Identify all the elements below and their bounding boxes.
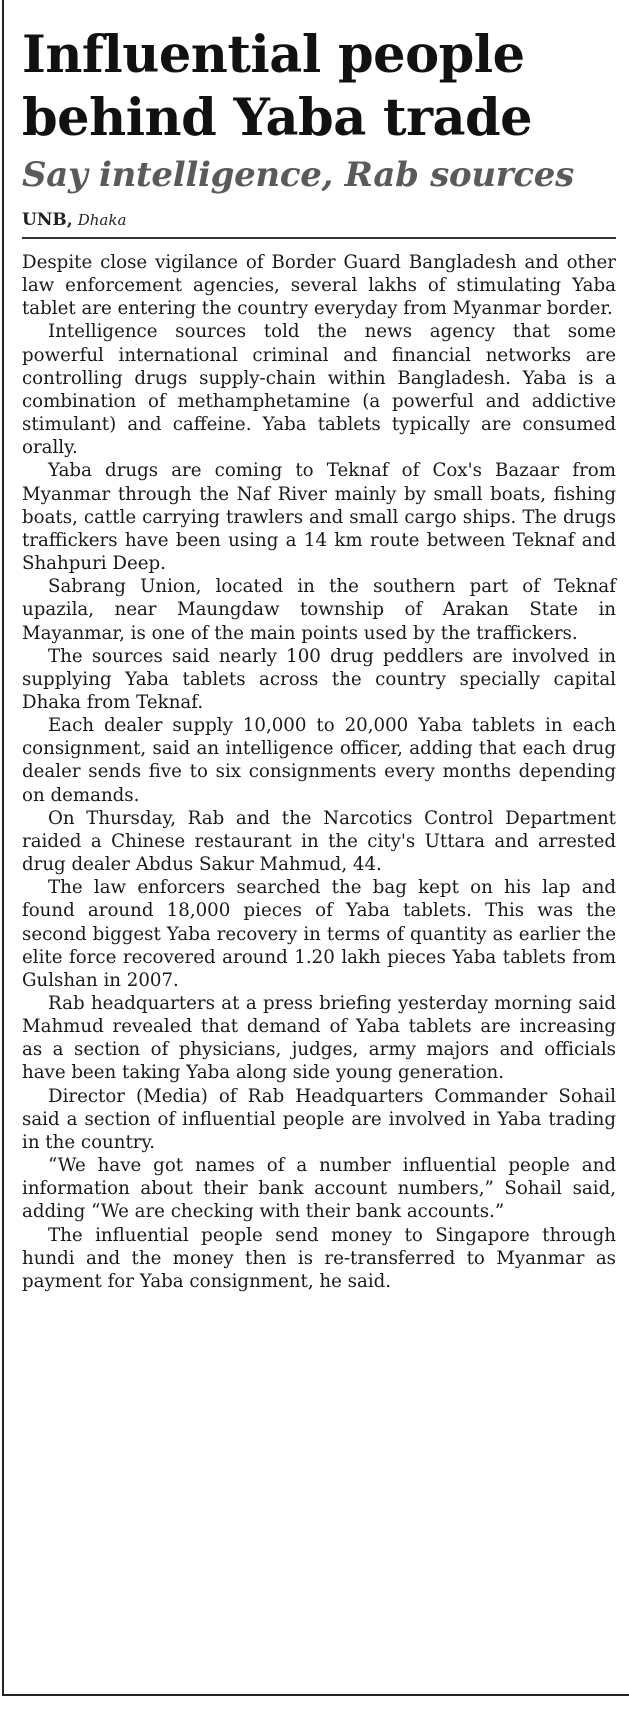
- paragraph-8: The law enforcers searched the bag kept on his lap and found around 18,000 pieces of Yaba tablets. This was the second biggest Yaba recovery in terms of quantity as earlier the elite force recovered around 1.20 lakh pieces Yaba tablets from Gulshan in 2007.: [22, 877, 616, 991]
- article: [22, 0, 616, 1293]
- article-headline: Influential people behind Yaba trade: [22, 25, 533, 148]
- paragraph-10: Director (Media) of Rab Headquarters Commander Sohail said a section of influential people are involved in Yaba trading in the country.: [22, 1085, 616, 1153]
- article-byline: [22, 210, 616, 230]
- paragraph-4: Sabrang Union, located in the southern part of Teknaf upazila, near Maungdaw township of Arakan State in Mayanmar, is one of the main points used by the traffickers.: [22, 576, 616, 644]
- paragraph-3: Yaba drugs are coming to Teknaf of Cox's Bazaar from Myanmar through the Naf River mainly by small boats, fishing boats, cattle carrying trawlers and small cargo ships. The drugs traffickers have been using a 14 km route between Teknaf and Shahpuri Deep.: [22, 460, 616, 575]
- column-bottom-rule: [2, 1694, 629, 1696]
- paragraph-12: The influential people send money to Singapore through hundi and the money then is re-transferred to Myanmar as payment for Yaba consignment, he said.: [22, 1224, 616, 1292]
- byline-divider: [22, 237, 616, 239]
- paragraph-7: On Thursday, Rab and the Narcotics Control Department raided a Chinese restaurant in the city's Uttara and arrested drug dealer Abdus Sakur Mahmud, 44.: [22, 807, 616, 876]
- byline-place: Dhaka: [77, 211, 127, 229]
- article-subhead: Say intelligence, Rab sources: [22, 155, 574, 195]
- byline-agency: UNB,: [22, 210, 73, 230]
- paragraph-5: The sources said nearly 100 drug peddlers are involved in supplying Yaba tablets across the country specially capital Dhaka from Teknaf.: [22, 645, 616, 713]
- column-left-rule: [2, 0, 4, 1695]
- paragraph-11: “We have got names of a number influential people and information about their bank account numbers,” Sohail said, adding “We are checking with their bank accounts.”: [22, 1155, 616, 1223]
- paragraph-1: Despite close vigilance of Border Guard Bangladesh and other law enforcement agencies, several lakhs of stimulating Yaba tablet are entering the country everyday from Myanmar border.: [22, 252, 616, 320]
- paragraph-6: Each dealer supply 10,000 to 20,000 Yaba tablets in each consignment, said an intelligence officer, adding that each drug dealer sends five to six consignments every months depending on demands.: [22, 715, 616, 806]
- paragraph-9: Rab headquarters at a press briefing yesterday morning said Mahmud revealed that demand of Yaba tablets are increasing as a section of physicians, judges, army majors and officials have been taking Yaba along side young generation.: [22, 993, 616, 1084]
- article-body: [22, 251, 616, 1293]
- paragraph-2: Intelligence sources told the news agency that some powerful international criminal and financial networks are controlling drugs supply-chain within Bangladesh. Yaba is a combination of methamphetamine (a powerful and addictive stimulant) and caffeine. Yaba tablets typically are consumed orally.: [22, 321, 616, 459]
